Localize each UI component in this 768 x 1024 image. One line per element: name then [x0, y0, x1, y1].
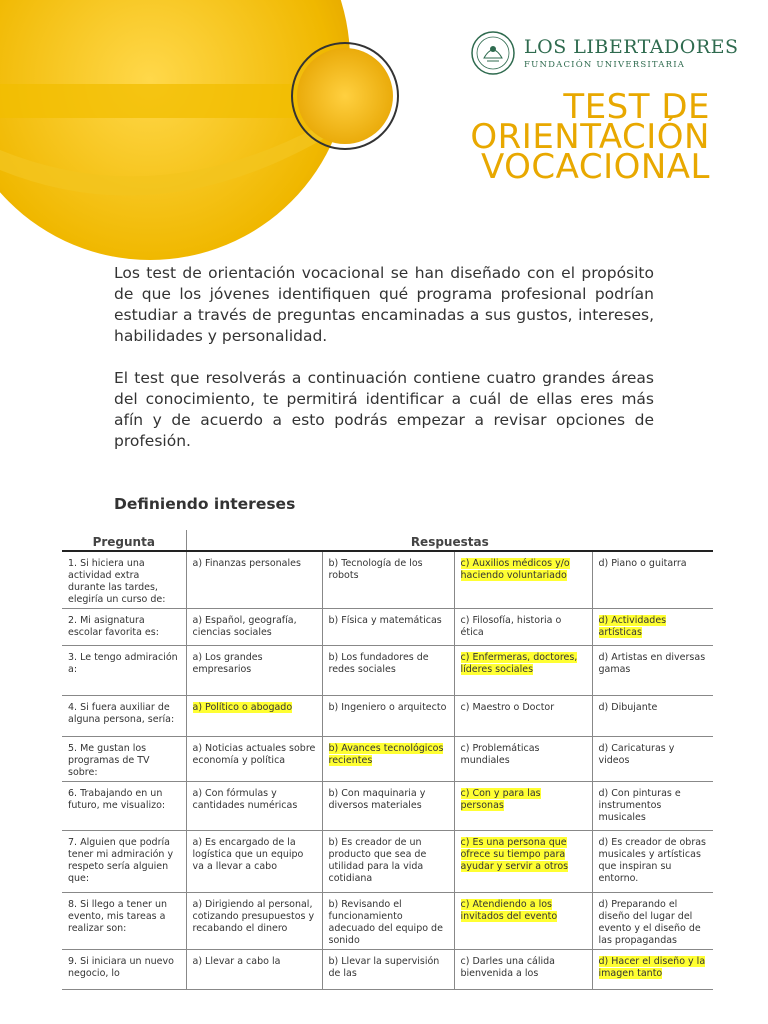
answer-cell-a: [186, 893, 322, 950]
answer-cell-b: [322, 831, 454, 893]
header-answers: Respuestas: [186, 530, 713, 551]
answer-text: b) Física y matemáticas: [328, 615, 442, 626]
answer-text: d) Actividades artísticas: [598, 615, 667, 638]
answer-cell-b: [322, 782, 454, 831]
answer-cell-c: [454, 831, 592, 893]
answer-text: b) Los fundadores de redes sociales: [328, 652, 429, 675]
question-text: 9. Si iniciara un nuevo negocio, lo: [68, 956, 174, 979]
answer-text: d) Artistas en diversas gamas: [598, 652, 706, 675]
title-line-2: ORIENTACIÓN: [470, 117, 710, 157]
answer-cell-d: [592, 831, 713, 893]
header-question: Pregunta: [92, 535, 155, 549]
intro-paragraph-1: Los test de orientación vocacional se han diseñado con el propósito de que los jóvenes identifiquen qué programa profesional podrían estudiar a través de preguntas encaminadas a sus gustos, intereses, habilidades y personalidad.: [114, 264, 654, 345]
question-cell: [62, 737, 186, 782]
answer-cell-d: [592, 551, 713, 609]
table-row: [62, 831, 713, 893]
question-cell: [62, 782, 186, 831]
answer-cell-c: [454, 950, 592, 990]
answer-text: b) Llevar la supervisión de las: [328, 956, 440, 979]
answer-cell-d: [592, 646, 713, 696]
answer-text: d) Preparando el diseño del lugar del evento y el diseño de las propagandas: [598, 899, 701, 946]
answer-text: b) Revisando el funcionamiento adecuado del equipo de sonido: [328, 899, 443, 946]
answer-text: b) Tecnología de los robots: [328, 558, 423, 581]
logo: [470, 28, 739, 78]
table-row: [62, 782, 713, 831]
answer-cell-d: [592, 737, 713, 782]
answer-text: c) Auxilios médicos y/o haciendo voluntariado: [460, 558, 570, 581]
answer-text: c) Atendiendo a los invitados del evento: [460, 899, 558, 922]
table-header-row: [62, 530, 713, 551]
answer-cell-c: [454, 696, 592, 737]
question-text: 5. Me gustan los programas de TV sobre:: [68, 743, 150, 778]
answer-text: d) Piano o guitarra: [598, 558, 687, 569]
question-text: 4. Si fuera auxiliar de alguna persona, sería:: [68, 702, 175, 725]
answer-text: b) Es creador de un producto que sea de utilidad para la vida cotidiana: [328, 837, 427, 884]
question-cell: [62, 696, 186, 737]
answer-cell-a: [186, 737, 322, 782]
question-text: 8. Si llego a tener un evento, mis tareas a realizar son:: [68, 899, 168, 934]
question-cell: [62, 893, 186, 950]
answer-cell-d: [592, 696, 713, 737]
answer-text: b) Avances tecnológicos recientes: [328, 743, 444, 766]
answer-cell-b: [322, 737, 454, 782]
answer-cell-a: [186, 950, 322, 990]
answer-text: a) Los grandes empresarios: [192, 652, 263, 675]
title-line-1: TEST DE: [563, 87, 710, 127]
answer-cell-a: [186, 782, 322, 831]
answer-text: b) Ingeniero o arquitecto: [328, 702, 447, 713]
answer-text: a) Con fórmulas y cantidades numéricas: [192, 788, 298, 811]
question-text: 2. Mi asignatura escolar favorita es:: [68, 615, 159, 638]
table-row: [62, 737, 713, 782]
question-cell: [62, 551, 186, 609]
answer-cell-d: [592, 609, 713, 646]
answer-cell-b: [322, 950, 454, 990]
answer-text: c) Filosofía, historia o ética: [460, 615, 562, 638]
table-row: [62, 646, 713, 696]
answer-text: c) Es una persona que ofrece su tiempo para ayudar y servir a otros: [460, 837, 569, 872]
page-title: [470, 87, 710, 187]
answer-cell-c: [454, 782, 592, 831]
answer-cell-b: [322, 696, 454, 737]
question-cell: [62, 950, 186, 990]
answer-text: c) Darles una cálida bienvenida a los: [460, 956, 556, 979]
horizontal-band: [0, 84, 330, 118]
answer-text: a) Dirigiendo al personal, cotizando presupuestos y recabando el dinero: [192, 899, 315, 934]
university-seal-icon: [470, 28, 516, 78]
table-row: [62, 696, 713, 737]
answer-cell-a: [186, 646, 322, 696]
answer-text: d) Dibujante: [598, 702, 658, 713]
answer-text: a) Noticias actuales sobre economía y política: [192, 743, 316, 766]
answer-cell-c: [454, 551, 592, 609]
question-text: 7. Alguien que podría tener mi admiración y respeto sería alguien que:: [68, 837, 174, 884]
large-circle: [0, 0, 350, 260]
question-text: 1. Si hiciera una actividad extra durante las tardes, elegiría un curso de:: [68, 558, 166, 605]
logo-name: LOS LIBERTADORES: [524, 36, 739, 58]
answer-text: c) Maestro o Doctor: [460, 702, 555, 713]
answer-cell-b: [322, 609, 454, 646]
answer-text: c) Problemáticas mundiales: [460, 743, 540, 766]
title-line-3: VOCACIONAL: [481, 147, 710, 187]
answer-cell-c: [454, 893, 592, 950]
answer-cell-a: [186, 609, 322, 646]
answer-text: d) Caricaturas y videos: [598, 743, 675, 766]
question-cell: [62, 646, 186, 696]
answer-text: a) Es encargado de la logística que un equipo va a llevar a cabo: [192, 837, 304, 872]
intro-text: [114, 263, 654, 473]
answer-text: c) Con y para las personas: [460, 788, 541, 811]
answer-cell-c: [454, 737, 592, 782]
intro-paragraph-2: El test que resolverás a continuación contiene cuatro grandes áreas del conocimiento, te permitirá identificar a cuál de ellas eres más afín y de acuerdo a esto podrás empezar a revisar opciones de profesión.: [114, 369, 654, 450]
questions-table: [62, 530, 713, 990]
answer-cell-a: [186, 551, 322, 609]
table-row: [62, 551, 713, 609]
answer-text: c) Enfermeras, doctores, líderes sociales: [460, 652, 578, 675]
answer-cell-b: [322, 551, 454, 609]
answer-cell-d: [592, 950, 713, 990]
answer-text: a) Español, geografía, ciencias sociales: [192, 615, 297, 638]
answer-text: d) Hacer el diseño y la imagen tanto: [598, 956, 706, 979]
table-row: [62, 950, 713, 990]
table-row: [62, 893, 713, 950]
answer-cell-c: [454, 609, 592, 646]
answer-cell-a: [186, 696, 322, 737]
answer-text: a) Finanzas personales: [192, 558, 301, 569]
answer-cell-d: [592, 782, 713, 831]
answer-cell-a: [186, 831, 322, 893]
table-row: [62, 609, 713, 646]
question-text: 6. Trabajando en un futuro, me visualizo:: [68, 788, 166, 811]
section-heading: Definiendo intereses: [114, 495, 296, 513]
question-cell: [62, 609, 186, 646]
question-cell: [62, 831, 186, 893]
logo-subtitle: FUNDACIÓN UNIVERSITARIA: [524, 60, 686, 70]
answer-text: a) Político o abogado: [192, 702, 293, 713]
answer-text: d) Con pinturas e instrumentos musicales: [598, 788, 681, 823]
answer-cell-b: [322, 646, 454, 696]
answer-cell-d: [592, 893, 713, 950]
answer-cell-c: [454, 646, 592, 696]
answer-cell-b: [322, 893, 454, 950]
answer-text: b) Con maquinaria y diversos materiales: [328, 788, 426, 811]
answer-text: a) Llevar a cabo la: [192, 956, 281, 967]
question-text: 3. Le tengo admiración a:: [68, 652, 178, 675]
small-circle: [297, 48, 393, 144]
answer-text: d) Es creador de obras musicales y artísticas que inspiran su entorno.: [598, 837, 706, 884]
